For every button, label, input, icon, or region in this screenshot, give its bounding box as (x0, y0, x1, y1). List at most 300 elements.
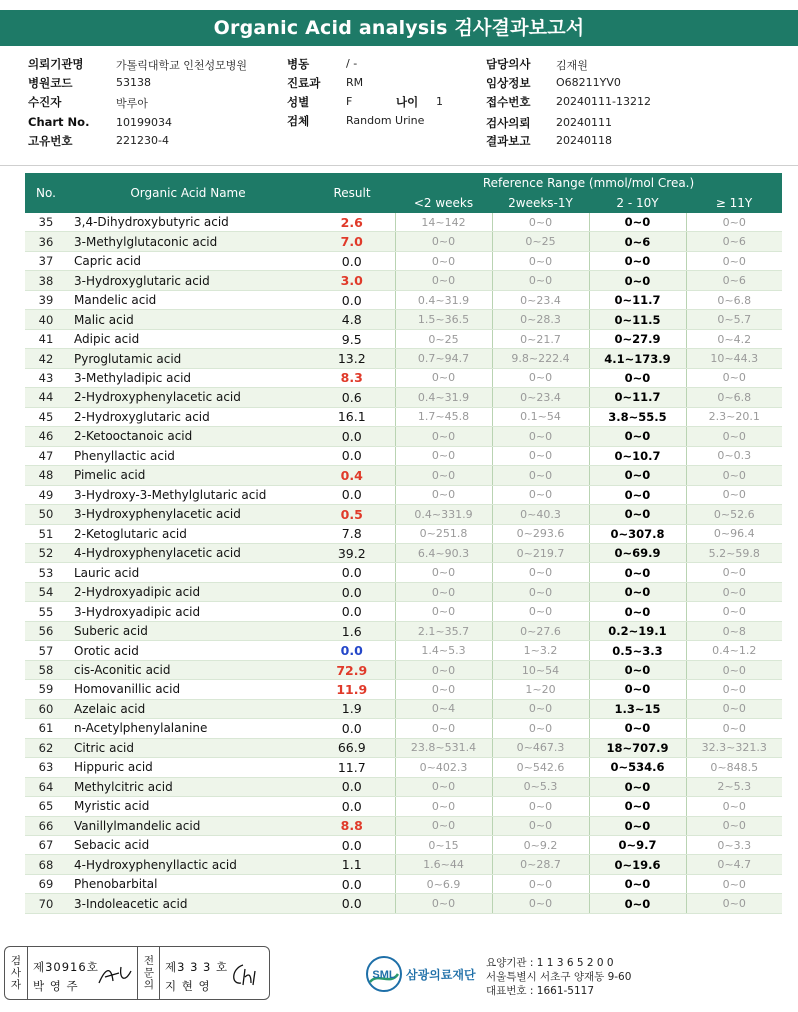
org-phone: 대표번호 : 1661-5117 (486, 985, 595, 997)
result-value: 0.0 (309, 602, 395, 621)
header-lt-2-weeks: <2 weeks (395, 193, 492, 213)
ref-ge-11y: 0~8 (686, 621, 782, 640)
row-number: 63 (25, 758, 67, 777)
specimen-value: Random Urine (346, 114, 425, 127)
table-row (25, 836, 782, 855)
result-value: 3.0 (309, 271, 395, 290)
ref-2-10y: 1.3~15 (589, 699, 686, 718)
org-code: 요양기관 : 1 1 3 6 5 2 0 0 (486, 957, 614, 969)
ref-lt-2-weeks: 1.4~5.3 (395, 641, 492, 660)
ref-2weeks-1y: 0~467.3 (492, 738, 589, 757)
ref-lt-2-weeks: 0~4 (395, 699, 492, 718)
ref-2weeks-1y: 0~28.7 (492, 855, 589, 874)
ref-ge-11y: 0~0 (686, 719, 782, 738)
result-value: 4.8 (309, 310, 395, 329)
clinical-label: 임상정보 (486, 76, 531, 90)
row-number: 54 (25, 582, 67, 601)
ref-2-10y: 18~707.9 (589, 738, 686, 757)
ref-lt-2-weeks: 0~0 (395, 485, 492, 504)
result-value: 66.9 (309, 738, 395, 757)
ref-lt-2-weeks: 0~0 (395, 427, 492, 446)
ref-2-10y: 0~0 (589, 602, 686, 621)
row-number: 64 (25, 777, 67, 796)
ref-lt-2-weeks: 6.4~90.3 (395, 543, 492, 562)
patient-value: 박루아 (116, 97, 148, 110)
result-value: 0.0 (309, 446, 395, 465)
header-reference: Reference Range (mmol/mol Crea.) (395, 173, 782, 193)
ref-lt-2-weeks: 0~0 (395, 446, 492, 465)
table-row (25, 524, 782, 543)
ref-2-10y: 4.1~173.9 (589, 349, 686, 368)
ref-ge-11y: 0~0 (686, 797, 782, 816)
acid-name: n-Acetylphenylalanine (67, 719, 309, 738)
acid-name: 2-Ketooctanoic acid (67, 427, 309, 446)
ref-2-10y: 0~69.9 (589, 543, 686, 562)
acid-name: Pimelic acid (67, 466, 309, 485)
result-value: 16.1 (309, 407, 395, 426)
acid-name: 2-Hydroxyphenylacetic acid (67, 388, 309, 407)
ref-ge-11y: 0~4.2 (686, 329, 782, 348)
ref-ge-11y: 0~0 (686, 699, 782, 718)
header-name: Organic Acid Name (67, 173, 309, 213)
acid-name: Suberic acid (67, 621, 309, 640)
ref-2-10y: 0~0 (589, 368, 686, 387)
ref-2weeks-1y: 0.1~54 (492, 407, 589, 426)
ref-lt-2-weeks: 0~15 (395, 836, 492, 855)
specialist-signature (227, 961, 265, 989)
result-value: 11.9 (309, 680, 395, 699)
ref-2weeks-1y: 0~0 (492, 719, 589, 738)
report-title: Organic Acid analysis 검사결과보고서 (0, 10, 798, 46)
row-number: 66 (25, 816, 67, 835)
ref-lt-2-weeks: 0~0 (395, 777, 492, 796)
table-row (25, 680, 782, 699)
divider (0, 165, 798, 166)
acid-name: 3,4-Dihydroxybutyric acid (67, 213, 309, 232)
dept-value: RM (346, 76, 364, 89)
ref-2-10y: 0~0 (589, 797, 686, 816)
ref-2-10y: 0~0 (589, 680, 686, 699)
result-value: 13.2 (309, 349, 395, 368)
result-value: 0.0 (309, 894, 395, 913)
patient-label: 수진자 (28, 95, 62, 109)
acid-name: 3-Methylglutaconic acid (67, 232, 309, 251)
table-row (25, 446, 782, 465)
acid-name: Capric acid (67, 251, 309, 270)
result-value: 39.2 (309, 543, 395, 562)
ref-lt-2-weeks: 0~402.3 (395, 758, 492, 777)
table-row (25, 874, 782, 893)
acid-name: Hippuric acid (67, 758, 309, 777)
acid-name: Lauric acid (67, 563, 309, 582)
acid-name: Vanillylmandelic acid (67, 816, 309, 835)
result-value: 0.0 (309, 427, 395, 446)
specialist-name: 지 현 영 (165, 979, 211, 993)
ref-ge-11y: 0~0 (686, 563, 782, 582)
table-row (25, 388, 782, 407)
row-number: 46 (25, 427, 67, 446)
acid-name: 4-Hydroxyphenylacetic acid (67, 543, 309, 562)
specimen-label: 검체 (287, 114, 310, 128)
hospital-label: 의뢰기관명 (28, 57, 84, 71)
acid-name: Citric acid (67, 738, 309, 757)
ref-lt-2-weeks: 0.4~31.9 (395, 388, 492, 407)
table-row (25, 251, 782, 270)
result-value: 1.9 (309, 699, 395, 718)
row-number: 61 (25, 719, 67, 738)
ref-2weeks-1y: 0~0 (492, 213, 589, 232)
report-label: 결과보고 (486, 134, 531, 148)
ref-ge-11y: 0~0 (686, 894, 782, 913)
chart-value: 10199034 (116, 116, 172, 129)
ref-2weeks-1y: 0~219.7 (492, 543, 589, 562)
row-number: 58 (25, 660, 67, 679)
acid-name: Mandelic acid (67, 290, 309, 309)
ref-2weeks-1y: 0~0 (492, 602, 589, 621)
ref-lt-2-weeks: 2.1~35.7 (395, 621, 492, 640)
doctor-value: 김재원 (556, 59, 588, 72)
table-row (25, 699, 782, 718)
patient-info (0, 56, 798, 156)
ref-ge-11y: 0~0 (686, 213, 782, 232)
ref-2-10y: 0~10.7 (589, 446, 686, 465)
ref-ge-11y: 0~848.5 (686, 758, 782, 777)
ref-ge-11y: 10~44.3 (686, 349, 782, 368)
acid-name: Phenyllactic acid (67, 446, 309, 465)
ref-lt-2-weeks: 1.7~45.8 (395, 407, 492, 426)
ref-2-10y: 0~0 (589, 582, 686, 601)
acid-name: 3-Hydroxyglutaric acid (67, 271, 309, 290)
ref-ge-11y: 0~0 (686, 427, 782, 446)
ref-lt-2-weeks: 0~0 (395, 680, 492, 699)
sex-label: 성별 (287, 95, 310, 109)
ref-lt-2-weeks: 0~0 (395, 368, 492, 387)
ref-2weeks-1y: 0~23.4 (492, 290, 589, 309)
table-row (25, 543, 782, 562)
ref-2weeks-1y: 0~0 (492, 699, 589, 718)
acid-name: Pyroglutamic acid (67, 349, 309, 368)
row-number: 65 (25, 797, 67, 816)
result-value: 0.0 (309, 797, 395, 816)
ref-2-10y: 0~0 (589, 271, 686, 290)
table-row (25, 485, 782, 504)
ref-ge-11y: 0~0 (686, 660, 782, 679)
table-row (25, 641, 782, 660)
table-row (25, 427, 782, 446)
ref-2weeks-1y: 0~0 (492, 368, 589, 387)
result-value: 9.5 (309, 329, 395, 348)
table-row (25, 563, 782, 582)
acid-name: 3-Hydroxyphenylacetic acid (67, 505, 309, 524)
age-value: 1 (436, 95, 443, 108)
result-value: 7.0 (309, 232, 395, 251)
row-number: 47 (25, 446, 67, 465)
row-number: 35 (25, 213, 67, 232)
row-number: 42 (25, 349, 67, 368)
table-row (25, 310, 782, 329)
ref-2-10y: 0.5~3.3 (589, 641, 686, 660)
ref-2weeks-1y: 0~5.3 (492, 777, 589, 796)
ref-lt-2-weeks: 0~6.9 (395, 874, 492, 893)
request-value: 20240111 (556, 116, 612, 129)
doctor-label: 담당의사 (486, 57, 531, 71)
row-number: 50 (25, 505, 67, 524)
result-value: 0.5 (309, 505, 395, 524)
table-row (25, 582, 782, 601)
ref-lt-2-weeks: 0.4~31.9 (395, 290, 492, 309)
result-value: 1.1 (309, 855, 395, 874)
ward-label: 병동 (287, 57, 310, 71)
org-address: 서울특별시 서초구 양재동 9-60 (486, 971, 632, 983)
signature-box (4, 946, 270, 1000)
ref-2weeks-1y: 0~0 (492, 894, 589, 913)
ref-2weeks-1y: 0~0 (492, 485, 589, 504)
row-number: 67 (25, 836, 67, 855)
ref-ge-11y: 0~0 (686, 582, 782, 601)
ref-2-10y: 0~0 (589, 777, 686, 796)
sml-logo-text: SML (372, 969, 396, 981)
acid-name: 3-Hydroxy-3-Methylglutaric acid (67, 485, 309, 504)
table-row (25, 621, 782, 640)
ref-ge-11y: 0~6 (686, 271, 782, 290)
ref-2-10y: 0~534.6 (589, 758, 686, 777)
hospital-value: 가톨릭대학교 인천성모병원 (116, 59, 248, 72)
ref-2-10y: 0~19.6 (589, 855, 686, 874)
ref-lt-2-weeks: 1.5~36.5 (395, 310, 492, 329)
result-value: 0.0 (309, 251, 395, 270)
ref-2-10y: 0~0 (589, 505, 686, 524)
header-ge-11y: ≥ 11Y (686, 193, 782, 213)
result-value: 0.0 (309, 641, 395, 660)
result-value: 2.6 (309, 213, 395, 232)
ref-lt-2-weeks: 0~0 (395, 602, 492, 621)
ref-ge-11y: 0~0 (686, 251, 782, 270)
ref-lt-2-weeks: 0~0 (395, 894, 492, 913)
ref-ge-11y: 0~0 (686, 466, 782, 485)
table-row (25, 368, 782, 387)
ref-2weeks-1y: 0~0 (492, 874, 589, 893)
results-table (25, 173, 782, 914)
acid-name: 3-Methyladipic acid (67, 368, 309, 387)
row-number: 60 (25, 699, 67, 718)
ref-2-10y: 3.8~55.5 (589, 407, 686, 426)
table-row (25, 758, 782, 777)
acid-name: 4-Hydroxyphenyllactic acid (67, 855, 309, 874)
chart-label: Chart No. (28, 115, 90, 129)
ref-lt-2-weeks: 0~251.8 (395, 524, 492, 543)
ref-lt-2-weeks: 0~0 (395, 271, 492, 290)
ref-lt-2-weeks: 0~0 (395, 232, 492, 251)
unique-value: 221230-4 (116, 134, 169, 147)
examiner-signature (95, 961, 135, 989)
ref-lt-2-weeks: 23.8~531.4 (395, 738, 492, 757)
ref-2-10y: 0~0 (589, 719, 686, 738)
row-number: 39 (25, 290, 67, 309)
ref-2-10y: 0~6 (589, 232, 686, 251)
table-row (25, 777, 782, 796)
ref-ge-11y: 0~6.8 (686, 388, 782, 407)
row-number: 37 (25, 251, 67, 270)
ref-ge-11y: 0~5.7 (686, 310, 782, 329)
unique-label: 고유번호 (28, 134, 73, 148)
acid-name: Sebacic acid (67, 836, 309, 855)
result-value: 7.8 (309, 524, 395, 543)
table-row (25, 719, 782, 738)
ref-ge-11y: 2.3~20.1 (686, 407, 782, 426)
ref-2weeks-1y: 0~23.4 (492, 388, 589, 407)
ref-lt-2-weeks: 1.6~44 (395, 855, 492, 874)
ref-2-10y: 0~27.9 (589, 329, 686, 348)
result-value: 0.0 (309, 777, 395, 796)
code-value: 53138 (116, 76, 151, 89)
ref-2weeks-1y: 0~0 (492, 816, 589, 835)
receipt-value: 20240111-13212 (556, 95, 651, 108)
ref-2-10y: 0~9.7 (589, 836, 686, 855)
clinical-value: O68211YV0 (556, 76, 621, 89)
request-label: 검사의뢰 (486, 116, 531, 130)
ref-ge-11y: 0~0 (686, 602, 782, 621)
results-body (25, 213, 782, 913)
sml-logo-icon (364, 954, 404, 994)
row-number: 69 (25, 874, 67, 893)
result-value: 8.3 (309, 368, 395, 387)
ref-2-10y: 0~0 (589, 485, 686, 504)
ref-ge-11y: 5.2~59.8 (686, 543, 782, 562)
result-value: 0.4 (309, 466, 395, 485)
table-row (25, 349, 782, 368)
ref-2-10y: 0~0 (589, 213, 686, 232)
acid-name: 3-Indoleacetic acid (67, 894, 309, 913)
acid-name: Methylcitric acid (67, 777, 309, 796)
report-value: 20240118 (556, 134, 612, 147)
row-number: 53 (25, 563, 67, 582)
ref-2weeks-1y: 0~40.3 (492, 505, 589, 524)
row-number: 70 (25, 894, 67, 913)
acid-name: cis-Aconitic acid (67, 660, 309, 679)
table-row (25, 407, 782, 426)
ref-2weeks-1y: 0~28.3 (492, 310, 589, 329)
ref-2-10y: 0~307.8 (589, 524, 686, 543)
table-row (25, 213, 782, 232)
table-row (25, 466, 782, 485)
ref-2-10y: 0~0 (589, 427, 686, 446)
ref-2weeks-1y: 0~542.6 (492, 758, 589, 777)
ref-lt-2-weeks: 0~0 (395, 719, 492, 738)
acid-name: Myristic acid (67, 797, 309, 816)
table-row (25, 290, 782, 309)
result-value: 0.0 (309, 290, 395, 309)
ref-2weeks-1y: 0~0 (492, 466, 589, 485)
row-number: 59 (25, 680, 67, 699)
dept-label: 진료과 (287, 76, 321, 90)
ref-2-10y: 0~11.5 (589, 310, 686, 329)
row-number: 49 (25, 485, 67, 504)
ref-2-10y: 0~0 (589, 894, 686, 913)
acid-name: Homovanillic acid (67, 680, 309, 699)
acid-name: Malic acid (67, 310, 309, 329)
ref-ge-11y: 0~6 (686, 232, 782, 251)
ref-ge-11y: 0~3.3 (686, 836, 782, 855)
ref-lt-2-weeks: 0~0 (395, 797, 492, 816)
row-number: 55 (25, 602, 67, 621)
ref-ge-11y: 0~0 (686, 368, 782, 387)
header-result: Result (309, 173, 395, 213)
row-number: 52 (25, 543, 67, 562)
result-value: 0.0 (309, 582, 395, 601)
ref-ge-11y: 0~96.4 (686, 524, 782, 543)
ref-2weeks-1y: 0~0 (492, 427, 589, 446)
row-number: 38 (25, 271, 67, 290)
ref-2weeks-1y: 9.8~222.4 (492, 349, 589, 368)
acid-name: Phenobarbital (67, 874, 309, 893)
result-value: 8.8 (309, 816, 395, 835)
table-row (25, 329, 782, 348)
ref-2weeks-1y: 0~9.2 (492, 836, 589, 855)
ref-lt-2-weeks: 0.7~94.7 (395, 349, 492, 368)
acid-name: Azelaic acid (67, 699, 309, 718)
table-row (25, 505, 782, 524)
ref-2-10y: 0~0 (589, 251, 686, 270)
ref-2weeks-1y: 1~3.2 (492, 641, 589, 660)
row-number: 36 (25, 232, 67, 251)
ref-ge-11y: 0~0 (686, 680, 782, 699)
ref-ge-11y: 32.3~321.3 (686, 738, 782, 757)
ref-2-10y: 0~0 (589, 466, 686, 485)
ref-2weeks-1y: 0~25 (492, 232, 589, 251)
row-number: 45 (25, 407, 67, 426)
ref-lt-2-weeks: 0~0 (395, 466, 492, 485)
result-value: 72.9 (309, 660, 395, 679)
result-value: 0.0 (309, 563, 395, 582)
results-table-wrapper (25, 173, 782, 914)
table-row (25, 660, 782, 679)
org-info (486, 956, 631, 998)
ref-ge-11y: 0~0.3 (686, 446, 782, 465)
table-row (25, 816, 782, 835)
row-number: 68 (25, 855, 67, 874)
table-row (25, 855, 782, 874)
header-2weeks-1y: 2weeks-1Y (492, 193, 589, 213)
ref-2-10y: 0~11.7 (589, 290, 686, 309)
examiner-name: 박 영 주 (33, 979, 79, 993)
ref-lt-2-weeks: 0~0 (395, 816, 492, 835)
acid-name: Orotic acid (67, 641, 309, 660)
ref-2-10y: 0~0 (589, 563, 686, 582)
specialist-license: 제3 3 3 호 (165, 960, 229, 974)
ref-2-10y: 0~0 (589, 874, 686, 893)
table-row (25, 894, 782, 913)
org-name: 삼광의료재단 (406, 968, 476, 982)
examiner-license: 제30916호 (33, 960, 99, 974)
row-number: 44 (25, 388, 67, 407)
ref-2weeks-1y: 0~293.6 (492, 524, 589, 543)
row-number: 56 (25, 621, 67, 640)
acid-name: 2-Hydroxyadipic acid (67, 582, 309, 601)
ref-ge-11y: 0~0 (686, 816, 782, 835)
ref-2-10y: 0~0 (589, 816, 686, 835)
ref-2weeks-1y: 1~20 (492, 680, 589, 699)
ref-2-10y: 0~0 (589, 660, 686, 679)
sex-value: F (346, 95, 353, 108)
ref-lt-2-weeks: 0~0 (395, 563, 492, 582)
ref-ge-11y: 0~52.6 (686, 505, 782, 524)
result-value: 0.0 (309, 874, 395, 893)
acid-name: 2-Ketoglutaric acid (67, 524, 309, 543)
receipt-label: 접수번호 (486, 95, 531, 109)
ward-value: / - (346, 57, 358, 70)
specialist-tag: 전문의 (143, 955, 155, 991)
row-number: 57 (25, 641, 67, 660)
